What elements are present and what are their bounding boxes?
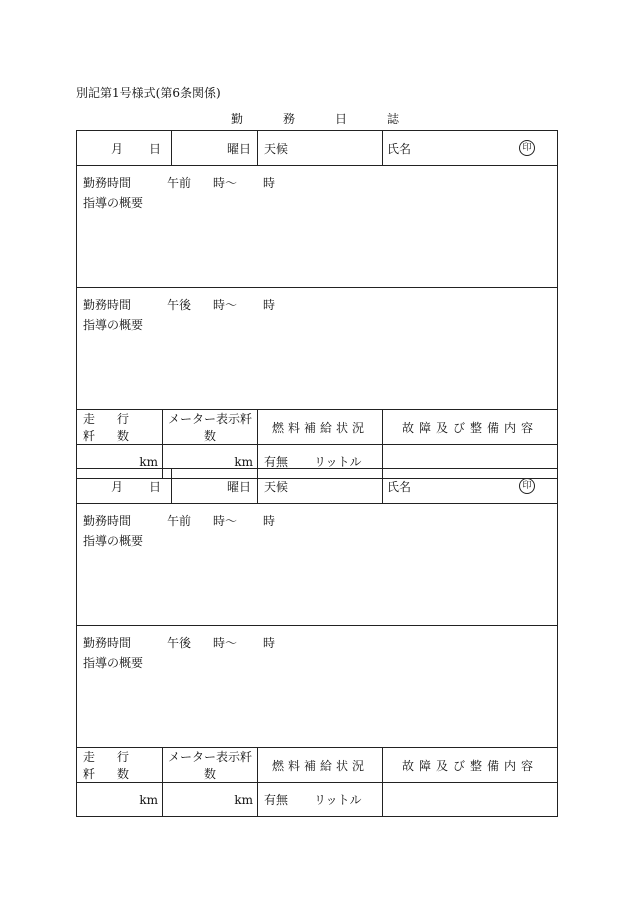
guidance-summary-label: 指導の概要 bbox=[83, 534, 144, 548]
pm-label: 午後 bbox=[167, 636, 192, 650]
work-hours-label: 勤務時間 bbox=[83, 636, 132, 650]
fuel-status-header: 燃料補給状況 bbox=[258, 748, 383, 783]
km-unit: km bbox=[234, 454, 254, 469]
repair-details-header: 故障及び整備内容 bbox=[383, 748, 558, 783]
name-label: 氏名 bbox=[387, 141, 412, 156]
repair-details-header: 故障及び整備内容 bbox=[383, 410, 558, 445]
time-to-label: 時 bbox=[263, 298, 276, 312]
distance-char: 数 bbox=[117, 429, 130, 443]
weekday-label: 曜日 bbox=[227, 479, 252, 494]
time-from-label: 時〜 bbox=[213, 298, 238, 312]
guidance-summary-label: 指導の概要 bbox=[83, 196, 144, 210]
meter-reading-header: メーター表示粁数 bbox=[163, 410, 258, 445]
distance-char: 粁 bbox=[83, 767, 96, 781]
fuel-value-cell[interactable] bbox=[258, 783, 383, 817]
work-hours-label: 勤務時間 bbox=[83, 514, 132, 528]
meter-value-cell[interactable] bbox=[163, 783, 258, 817]
title-char: 誌 bbox=[387, 112, 400, 126]
distance-value-cell[interactable] bbox=[77, 783, 163, 817]
weekday-cell[interactable] bbox=[172, 131, 258, 166]
weekday-label: 曜日 bbox=[227, 141, 252, 156]
weather-cell[interactable] bbox=[258, 469, 383, 504]
date-cell[interactable] bbox=[77, 131, 172, 166]
time-to-label: 時 bbox=[263, 514, 276, 528]
name-cell[interactable] bbox=[383, 131, 558, 166]
time-from-label: 時〜 bbox=[213, 514, 238, 528]
day-label: 日 bbox=[148, 479, 161, 494]
weekday-cell[interactable] bbox=[172, 469, 258, 504]
morning-block[interactable] bbox=[77, 504, 558, 626]
fuel-yes-no-label: 有無 bbox=[264, 455, 289, 469]
day-label: 日 bbox=[148, 141, 161, 156]
distance-char: 走 bbox=[83, 412, 96, 426]
time-from-label: 時〜 bbox=[213, 176, 238, 190]
afternoon-block[interactable] bbox=[77, 626, 558, 748]
work-hours-label: 勤務時間 bbox=[83, 298, 132, 312]
document-title bbox=[0, 110, 630, 127]
repair-value-cell[interactable] bbox=[383, 783, 558, 817]
time-from-label: 時〜 bbox=[213, 636, 238, 650]
seal-icon: 印 bbox=[519, 140, 535, 156]
am-label: 午前 bbox=[167, 176, 192, 190]
pm-label: 午後 bbox=[167, 298, 192, 312]
km-unit: km bbox=[139, 454, 158, 469]
seal-icon: 印 bbox=[519, 478, 535, 494]
distance-header bbox=[77, 410, 163, 445]
weather-label: 天候 bbox=[264, 479, 289, 494]
time-to-label: 時 bbox=[263, 176, 276, 190]
distance-char: 行 bbox=[117, 412, 130, 426]
form-reference-note: 別記第1号様式(第6条関係) bbox=[76, 86, 221, 100]
fuel-yes-no-label: 有無 bbox=[264, 793, 289, 807]
fuel-status-header: 燃料補給状況 bbox=[258, 410, 383, 445]
distance-char: 数 bbox=[117, 767, 130, 781]
km-unit: km bbox=[234, 792, 254, 807]
date-cell[interactable] bbox=[77, 469, 172, 504]
distance-char: 走 bbox=[83, 750, 96, 764]
name-label: 氏名 bbox=[387, 479, 412, 494]
diary-form-1 bbox=[76, 130, 557, 479]
liter-unit: リットル bbox=[314, 455, 362, 469]
time-to-label: 時 bbox=[263, 636, 276, 650]
guidance-summary-label: 指導の概要 bbox=[83, 318, 144, 332]
title-char: 勤 bbox=[230, 112, 243, 126]
am-label: 午前 bbox=[167, 514, 192, 528]
liter-unit: リットル bbox=[314, 793, 362, 807]
guidance-summary-label: 指導の概要 bbox=[83, 656, 144, 670]
title-char: 日 bbox=[335, 112, 348, 126]
afternoon-block[interactable] bbox=[77, 288, 558, 410]
month-label: 月 bbox=[111, 141, 124, 156]
month-label: 月 bbox=[111, 479, 124, 494]
morning-block[interactable] bbox=[77, 166, 558, 288]
weather-cell[interactable] bbox=[258, 131, 383, 166]
work-hours-label: 勤務時間 bbox=[83, 176, 132, 190]
title-char: 務 bbox=[282, 112, 295, 126]
distance-header bbox=[77, 748, 163, 783]
km-unit: km bbox=[139, 792, 158, 807]
distance-char: 粁 bbox=[83, 429, 96, 443]
diary-form-2 bbox=[76, 468, 557, 817]
distance-char: 行 bbox=[117, 750, 130, 764]
name-cell[interactable] bbox=[383, 469, 558, 504]
weather-label: 天候 bbox=[264, 141, 289, 156]
meter-reading-header: メーター表示粁数 bbox=[163, 748, 258, 783]
